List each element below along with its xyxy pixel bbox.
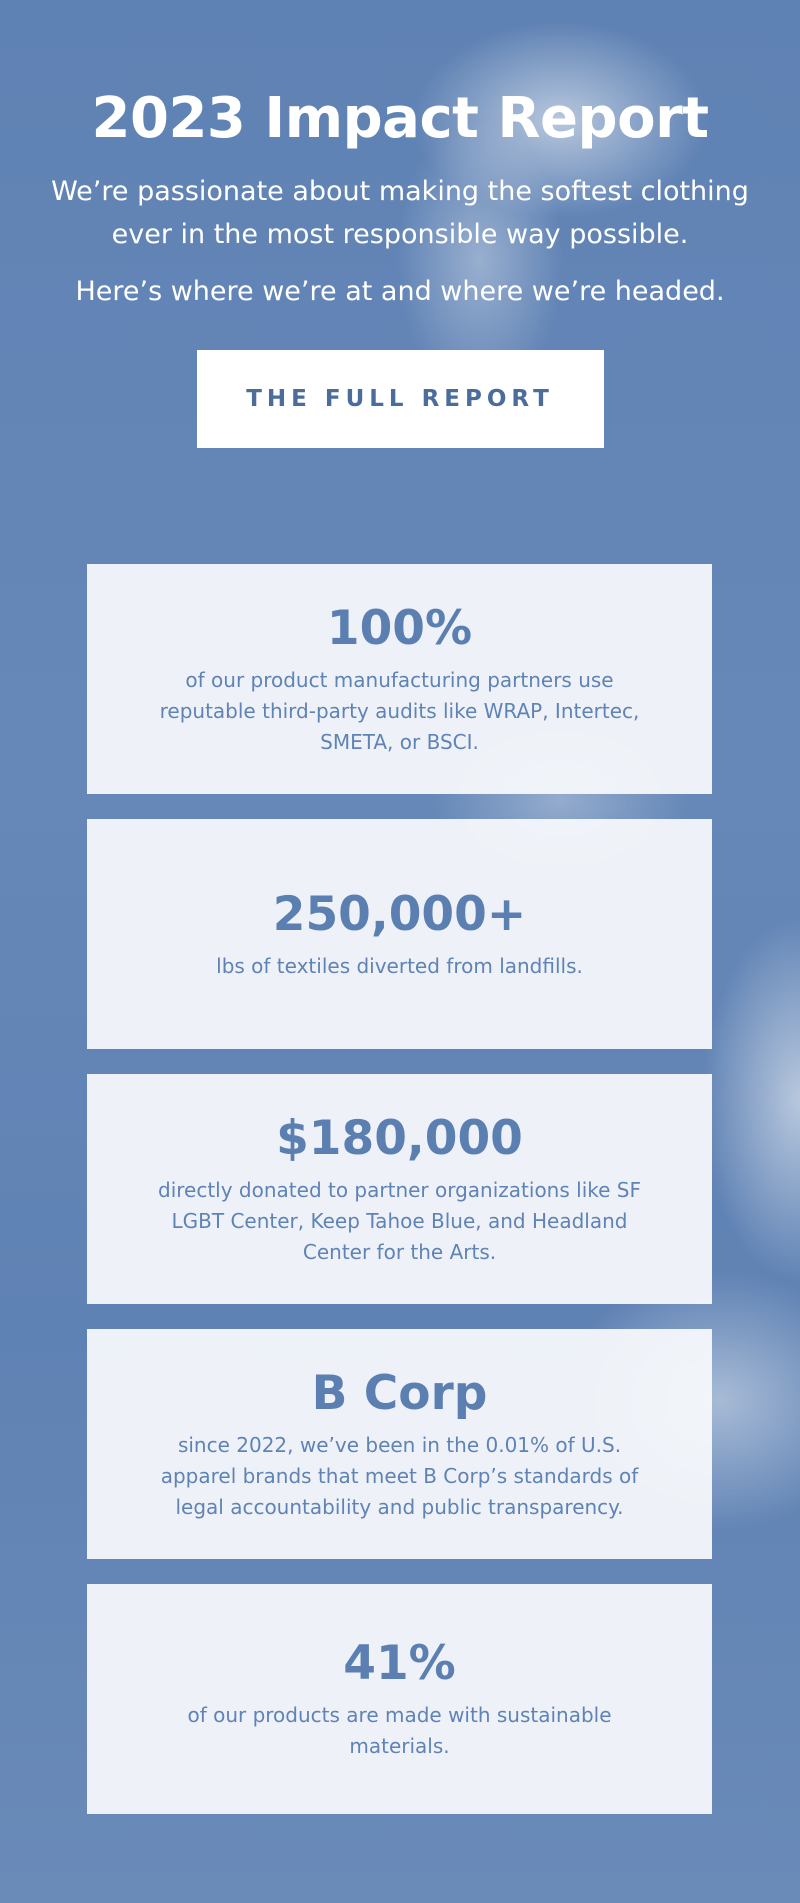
stat-card-textiles <box>87 819 712 1049</box>
stat-description: of our product manufacturing partners use reputable third-party audits like WRAP, Intertec, SMETA, or BSCI. <box>159 667 640 754</box>
stat-value: B Corp <box>311 1365 488 1421</box>
stat-description: of our products are made with sustainable materials. <box>187 1703 612 1758</box>
stat-card-donations <box>87 1074 712 1304</box>
stat-value: 250,000+ <box>272 886 527 942</box>
hero-section <box>0 0 800 448</box>
stats-list <box>87 564 712 1839</box>
stat-description: lbs of textiles diverted from landfills. <box>216 953 583 978</box>
stat-card-bcorp <box>87 1329 712 1559</box>
stat-card-materials <box>87 1584 712 1814</box>
stat-value: $180,000 <box>276 1110 523 1166</box>
stat-value: 41% <box>343 1636 456 1691</box>
full-report-button[interactable]: THE FULL REPORT <box>197 350 604 448</box>
sub-text: Here’s where we’re at and where we’re headed. <box>75 276 725 307</box>
intro-text: We’re passionate about making the softest clothing ever in the most responsible way possible. <box>51 176 749 250</box>
stat-value: 100% <box>326 600 473 656</box>
stat-description: since 2022, we’ve been in the 0.01% of U.S. apparel brands that meet B Corp’s standards of legal accountability and public transparency. <box>160 1432 639 1519</box>
stat-card-audits <box>87 564 712 794</box>
stat-description: directly donated to partner organizations like SF LGBT Center, Keep Tahoe Blue, and Headland Center for the Arts. <box>158 1177 641 1264</box>
page-title: 2023 Impact Report <box>91 86 709 151</box>
